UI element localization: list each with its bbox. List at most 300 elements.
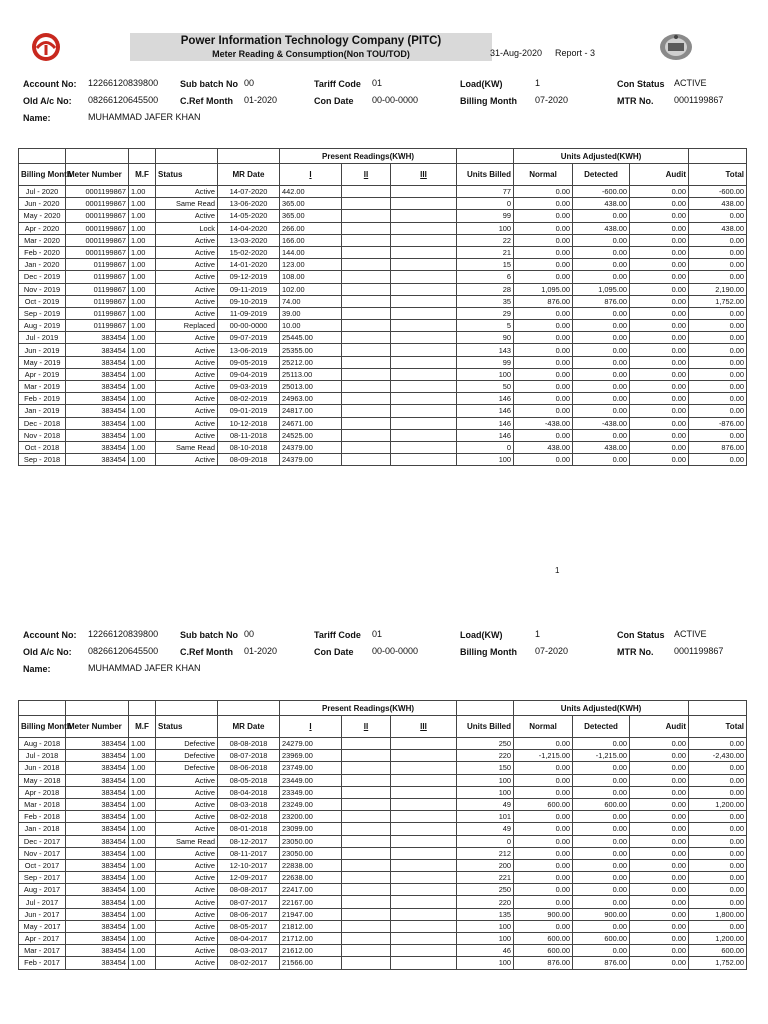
reading-3-cell <box>391 441 457 453</box>
total-cell: 0.00 <box>689 234 747 246</box>
mf-cell: 1.00 <box>129 750 156 762</box>
reading-2-cell <box>342 933 391 945</box>
mr-date-cell: 08-12-2017 <box>218 835 280 847</box>
reading-1-cell: 21712.00 <box>280 933 342 945</box>
table-row <box>19 332 747 344</box>
consumption-table-page-1 <box>18 148 747 466</box>
mf-cell: 1.00 <box>129 332 156 344</box>
status-cell: Defective <box>156 762 218 774</box>
units-billed-cell: 0 <box>457 198 514 210</box>
status-cell: Active <box>156 933 218 945</box>
mr-date-cell: 14-01-2020 <box>218 259 280 271</box>
normal-cell: 0.00 <box>514 320 573 332</box>
reading-2-cell <box>342 798 391 810</box>
billing-month-cell: Nov - 2017 <box>19 847 66 859</box>
reading-3-cell <box>391 405 457 417</box>
reading-1-cell: 123.00 <box>280 259 342 271</box>
billing-month-cell: Aug - 2017 <box>19 884 66 896</box>
sub-batch-value: 00 <box>244 629 255 639</box>
audit-cell: 0.00 <box>630 823 689 835</box>
units-billed-cell: 220 <box>457 750 514 762</box>
audit-cell: 0.00 <box>630 896 689 908</box>
units-billed-cell: 100 <box>457 920 514 932</box>
detected-cell: 0.00 <box>573 884 630 896</box>
units-billed-cell: 100 <box>457 368 514 380</box>
status-cell: Defective <box>156 738 218 750</box>
reading-2-cell <box>342 786 391 798</box>
total-cell: 0.00 <box>689 738 747 750</box>
present-readings-header: Present Readings(KWH) <box>280 701 457 716</box>
total-cell: 1,752.00 <box>689 295 747 307</box>
reading-1-cell: 39.00 <box>280 307 342 319</box>
mtr-no-label: MTR No. <box>617 647 654 657</box>
billing-month-cell: Jul - 2018 <box>19 750 66 762</box>
status-cell: Active <box>156 283 218 295</box>
table-row <box>19 750 747 762</box>
table-row <box>19 859 747 871</box>
table-row <box>19 896 747 908</box>
con-status-value: ACTIVE <box>674 78 707 88</box>
mf-cell: 1.00 <box>129 295 156 307</box>
reading-2-cell <box>342 945 391 957</box>
total-cell: 0.00 <box>689 246 747 258</box>
billing-month-cell: Apr - 2017 <box>19 933 66 945</box>
col-reading-3: III <box>391 716 457 738</box>
normal-cell: 0.00 <box>514 762 573 774</box>
normal-cell: 0.00 <box>514 786 573 798</box>
reading-3-cell <box>391 847 457 859</box>
billing-month-cell: Jul - 2019 <box>19 332 66 344</box>
billing-month-cell: Nov - 2019 <box>19 283 66 295</box>
mf-cell: 1.00 <box>129 945 156 957</box>
billing-month-value: 07-2020 <box>535 646 569 656</box>
status-cell: Active <box>156 429 218 441</box>
reading-1-cell: 25113.00 <box>280 368 342 380</box>
billing-month-cell: May - 2019 <box>19 356 66 368</box>
status-cell: Lock <box>156 222 218 234</box>
reading-2-cell <box>342 835 391 847</box>
col-reading-2: II <box>342 164 391 186</box>
total-cell: 1,800.00 <box>689 908 747 920</box>
mr-date-cell: 08-05-2017 <box>218 920 280 932</box>
billing-month-cell: Nov - 2018 <box>19 429 66 441</box>
reading-2-cell <box>342 332 391 344</box>
mf-cell: 1.00 <box>129 283 156 295</box>
table-row <box>19 823 747 835</box>
status-cell: Active <box>156 811 218 823</box>
reading-1-cell: 24963.00 <box>280 393 342 405</box>
mr-date-cell: 13-06-2019 <box>218 344 280 356</box>
mf-cell: 1.00 <box>129 344 156 356</box>
units-billed-cell: 77 <box>457 186 514 198</box>
reading-3-cell <box>391 798 457 810</box>
detected-cell: 0.00 <box>573 320 630 332</box>
reading-2-cell <box>342 957 391 969</box>
meter-number-cell: 383454 <box>66 859 129 871</box>
meter-number-cell: 383454 <box>66 762 129 774</box>
status-cell: Active <box>156 393 218 405</box>
total-cell: 0.00 <box>689 847 747 859</box>
mr-date-cell: 12-10-2017 <box>218 859 280 871</box>
status-cell: Active <box>156 234 218 246</box>
detected-cell: 0.00 <box>573 811 630 823</box>
normal-cell: -1,215.00 <box>514 750 573 762</box>
old-ac-value: 08266120645500 <box>88 646 159 656</box>
meter-number-cell: 383454 <box>66 774 129 786</box>
status-cell: Active <box>156 896 218 908</box>
table-body-page-1 <box>19 186 747 466</box>
reading-2-cell <box>342 344 391 356</box>
reading-1-cell: 23050.00 <box>280 847 342 859</box>
status-cell: Active <box>156 259 218 271</box>
detected-cell: 0.00 <box>573 405 630 417</box>
normal-cell: 0.00 <box>514 210 573 222</box>
total-cell: 600.00 <box>689 945 747 957</box>
status-cell: Same Read <box>156 441 218 453</box>
audit-cell: 0.00 <box>630 859 689 871</box>
col-reading-2: II <box>342 716 391 738</box>
reading-1-cell: 23749.00 <box>280 762 342 774</box>
audit-cell: 0.00 <box>630 441 689 453</box>
table-row <box>19 307 747 319</box>
reading-2-cell <box>342 738 391 750</box>
meter-number-cell: 383454 <box>66 393 129 405</box>
normal-cell: 0.00 <box>514 344 573 356</box>
reading-2-cell <box>342 405 391 417</box>
total-cell: 0.00 <box>689 307 747 319</box>
total-cell: 0.00 <box>689 786 747 798</box>
units-billed-cell: 22 <box>457 234 514 246</box>
wapda-logo-icon <box>30 31 62 63</box>
units-billed-cell: 99 <box>457 356 514 368</box>
units-billed-cell: 50 <box>457 381 514 393</box>
billing-month-label: Billing Month <box>460 647 517 657</box>
normal-cell: -438.00 <box>514 417 573 429</box>
normal-cell: 0.00 <box>514 859 573 871</box>
reading-3-cell <box>391 246 457 258</box>
table-row <box>19 835 747 847</box>
col-reading-1: I <box>280 164 342 186</box>
status-cell: Active <box>156 786 218 798</box>
normal-cell: 900.00 <box>514 908 573 920</box>
detected-cell: 0.00 <box>573 344 630 356</box>
reading-1-cell: 25355.00 <box>280 344 342 356</box>
table-row <box>19 441 747 453</box>
normal-cell: 0.00 <box>514 896 573 908</box>
reading-3-cell <box>391 823 457 835</box>
billing-month-value: 07-2020 <box>535 95 569 105</box>
table-row <box>19 198 747 210</box>
meter-number-cell: 383454 <box>66 933 129 945</box>
units-billed-cell: 212 <box>457 847 514 859</box>
mr-date-cell: 08-05-2018 <box>218 774 280 786</box>
reading-1-cell: 22417.00 <box>280 884 342 896</box>
mf-cell: 1.00 <box>129 234 156 246</box>
total-cell: 0.00 <box>689 884 747 896</box>
reading-1-cell: 25445.00 <box>280 332 342 344</box>
audit-cell: 0.00 <box>630 222 689 234</box>
mr-date-cell: 08-02-2017 <box>218 957 280 969</box>
detected-cell: 0.00 <box>573 896 630 908</box>
table-row <box>19 417 747 429</box>
total-cell: 0.00 <box>689 823 747 835</box>
billing-month-cell: Dec - 2017 <box>19 835 66 847</box>
col-total: Total <box>689 716 747 738</box>
reading-3-cell <box>391 454 457 466</box>
mr-date-cell: 15-02-2020 <box>218 246 280 258</box>
total-cell: -2,430.00 <box>689 750 747 762</box>
load-value: 1 <box>535 78 541 88</box>
con-date-value: 00-00-0000 <box>372 95 419 105</box>
total-cell: -876.00 <box>689 417 747 429</box>
audit-cell: 0.00 <box>630 198 689 210</box>
detected-cell: 0.00 <box>573 738 630 750</box>
normal-cell: 0.00 <box>514 738 573 750</box>
total-cell: 0.00 <box>689 210 747 222</box>
table-body-page-2 <box>19 738 747 970</box>
mr-date-cell: 08-03-2017 <box>218 945 280 957</box>
reading-2-cell <box>342 811 391 823</box>
reading-3-cell <box>391 210 457 222</box>
detected-cell: 0.00 <box>573 945 630 957</box>
mf-cell: 1.00 <box>129 198 156 210</box>
account-info-1 <box>23 79 753 127</box>
meter-number-cell: 383454 <box>66 738 129 750</box>
normal-cell: 0.00 <box>514 381 573 393</box>
reading-3-cell <box>391 186 457 198</box>
reading-2-cell <box>342 884 391 896</box>
billing-month-cell: May - 2018 <box>19 774 66 786</box>
col-reading-1: I <box>280 716 342 738</box>
units-adjusted-header: Units Adjusted(KWH) <box>514 701 689 716</box>
reading-1-cell: 23249.00 <box>280 798 342 810</box>
detected-cell: -1,215.00 <box>573 750 630 762</box>
detected-cell: 0.00 <box>573 429 630 441</box>
audit-cell: 0.00 <box>630 210 689 222</box>
meter-number-cell: 01199867 <box>66 320 129 332</box>
meter-number-cell: 383454 <box>66 441 129 453</box>
mf-cell: 1.00 <box>129 320 156 332</box>
reading-1-cell: 74.00 <box>280 295 342 307</box>
con-date-label: Con Date <box>314 647 354 657</box>
reading-1-cell: 102.00 <box>280 283 342 295</box>
table-row <box>19 429 747 441</box>
units-billed-cell: 6 <box>457 271 514 283</box>
status-cell: Active <box>156 957 218 969</box>
detected-cell: 0.00 <box>573 454 630 466</box>
reading-3-cell <box>391 259 457 271</box>
status-cell: Active <box>156 872 218 884</box>
audit-cell: 0.00 <box>630 847 689 859</box>
account-no-value: 12266120839800 <box>88 78 159 88</box>
con-date-label: Con Date <box>314 96 354 106</box>
table-row <box>19 393 747 405</box>
meter-number-cell: 01199867 <box>66 271 129 283</box>
reading-1-cell: 24279.00 <box>280 738 342 750</box>
detected-cell: 876.00 <box>573 957 630 969</box>
reading-3-cell <box>391 872 457 884</box>
reading-2-cell <box>342 417 391 429</box>
mf-cell: 1.00 <box>129 429 156 441</box>
mr-date-cell: 13-03-2020 <box>218 234 280 246</box>
status-cell: Same Read <box>156 198 218 210</box>
table-row <box>19 454 747 466</box>
meter-number-cell: 383454 <box>66 405 129 417</box>
billing-month-cell: Dec - 2018 <box>19 417 66 429</box>
table-row <box>19 847 747 859</box>
normal-cell: 0.00 <box>514 246 573 258</box>
total-cell: 0.00 <box>689 356 747 368</box>
table-row <box>19 259 747 271</box>
units-billed-cell: 15 <box>457 259 514 271</box>
reading-2-cell <box>342 320 391 332</box>
units-billed-cell: 146 <box>457 417 514 429</box>
units-billed-cell: 221 <box>457 872 514 884</box>
normal-cell: 600.00 <box>514 933 573 945</box>
billing-month-cell: Mar - 2019 <box>19 381 66 393</box>
total-cell: 0.00 <box>689 920 747 932</box>
mf-cell: 1.00 <box>129 896 156 908</box>
total-cell: -600.00 <box>689 186 747 198</box>
normal-cell: 0.00 <box>514 405 573 417</box>
status-cell: Active <box>156 271 218 283</box>
meter-number-cell: 01199867 <box>66 307 129 319</box>
meter-number-cell: 383454 <box>66 786 129 798</box>
total-cell: 0.00 <box>689 344 747 356</box>
total-cell: 0.00 <box>689 835 747 847</box>
status-cell: Active <box>156 417 218 429</box>
billing-month-label: Billing Month <box>460 96 517 106</box>
mf-cell: 1.00 <box>129 908 156 920</box>
reading-3-cell <box>391 283 457 295</box>
meter-number-cell: 383454 <box>66 957 129 969</box>
units-billed-cell: 150 <box>457 762 514 774</box>
detected-cell: 0.00 <box>573 920 630 932</box>
account-no-label: Account No: <box>23 630 77 640</box>
reading-3-cell <box>391 762 457 774</box>
reading-3-cell <box>391 320 457 332</box>
mr-date-cell: 09-01-2019 <box>218 405 280 417</box>
total-cell: 0.00 <box>689 762 747 774</box>
meter-number-cell: 383454 <box>66 945 129 957</box>
table-row <box>19 246 747 258</box>
mf-cell: 1.00 <box>129 762 156 774</box>
reading-3-cell <box>391 738 457 750</box>
meter-number-cell: 383454 <box>66 381 129 393</box>
table-row <box>19 283 747 295</box>
normal-cell: 0.00 <box>514 823 573 835</box>
reading-3-cell <box>391 896 457 908</box>
units-billed-cell: 29 <box>457 307 514 319</box>
units-billed-cell: 200 <box>457 859 514 871</box>
detected-cell: 0.00 <box>573 786 630 798</box>
audit-cell: 0.00 <box>630 738 689 750</box>
mf-cell: 1.00 <box>129 847 156 859</box>
status-cell: Active <box>156 246 218 258</box>
detected-cell: 600.00 <box>573 798 630 810</box>
status-cell: Active <box>156 908 218 920</box>
reading-3-cell <box>391 811 457 823</box>
reading-1-cell: 365.00 <box>280 198 342 210</box>
reading-1-cell: 23200.00 <box>280 811 342 823</box>
reading-3-cell <box>391 332 457 344</box>
audit-cell: 0.00 <box>630 271 689 283</box>
normal-cell: 0.00 <box>514 847 573 859</box>
table-row <box>19 356 747 368</box>
reading-2-cell <box>342 246 391 258</box>
meter-number-cell: 383454 <box>66 417 129 429</box>
audit-cell: 0.00 <box>630 835 689 847</box>
audit-cell: 0.00 <box>630 368 689 380</box>
mf-cell: 1.00 <box>129 859 156 871</box>
normal-cell: 600.00 <box>514 945 573 957</box>
reading-2-cell <box>342 381 391 393</box>
col-billing-month: Billing Month <box>19 164 66 186</box>
meter-number-cell: 383454 <box>66 429 129 441</box>
account-no-label: Account No: <box>23 79 77 89</box>
col-units-billed: Units Billed <box>457 716 514 738</box>
billing-month-cell: Jan - 2019 <box>19 405 66 417</box>
mr-date-cell: 08-01-2018 <box>218 823 280 835</box>
mr-date-cell: 13-06-2020 <box>218 198 280 210</box>
table-row <box>19 786 747 798</box>
page-number: 1 <box>555 566 560 575</box>
col-meter-number: Meter Number <box>66 716 129 738</box>
table-row <box>19 210 747 222</box>
tariff-code-label: Tariff Code <box>314 630 361 640</box>
reading-1-cell: 22167.00 <box>280 896 342 908</box>
normal-cell: 0.00 <box>514 872 573 884</box>
reading-3-cell <box>391 271 457 283</box>
table-row <box>19 186 747 198</box>
audit-cell: 0.00 <box>630 957 689 969</box>
reading-2-cell <box>342 210 391 222</box>
audit-cell: 0.00 <box>630 429 689 441</box>
total-cell: 876.00 <box>689 441 747 453</box>
audit-cell: 0.00 <box>630 246 689 258</box>
audit-cell: 0.00 <box>630 750 689 762</box>
units-billed-cell: 0 <box>457 441 514 453</box>
audit-cell: 0.00 <box>630 332 689 344</box>
col-units-billed: Units Billed <box>457 164 514 186</box>
units-adjusted-header: Units Adjusted(KWH) <box>514 149 689 164</box>
units-billed-cell: 143 <box>457 344 514 356</box>
reading-1-cell: 22838.00 <box>280 859 342 871</box>
cref-month-value: 01-2020 <box>244 95 278 105</box>
old-ac-label: Old A/c No: <box>23 647 72 657</box>
reading-1-cell: 24379.00 <box>280 441 342 453</box>
col-reading-3: III <box>391 164 457 186</box>
billing-month-cell: Feb - 2017 <box>19 957 66 969</box>
load-value: 1 <box>535 629 541 639</box>
reading-2-cell <box>342 847 391 859</box>
billing-month-cell: Jun - 2019 <box>19 344 66 356</box>
mf-cell: 1.00 <box>129 454 156 466</box>
total-cell: 2,190.00 <box>689 283 747 295</box>
normal-cell: 0.00 <box>514 222 573 234</box>
status-cell: Active <box>156 210 218 222</box>
reading-2-cell <box>342 295 391 307</box>
normal-cell: 0.00 <box>514 259 573 271</box>
mf-cell: 1.00 <box>129 738 156 750</box>
mr-date-cell: 08-11-2018 <box>218 429 280 441</box>
mf-cell: 1.00 <box>129 441 156 453</box>
reading-1-cell: 442.00 <box>280 186 342 198</box>
audit-cell: 0.00 <box>630 933 689 945</box>
con-status-value: ACTIVE <box>674 629 707 639</box>
mr-date-cell: 08-10-2018 <box>218 441 280 453</box>
mf-cell: 1.00 <box>129 920 156 932</box>
